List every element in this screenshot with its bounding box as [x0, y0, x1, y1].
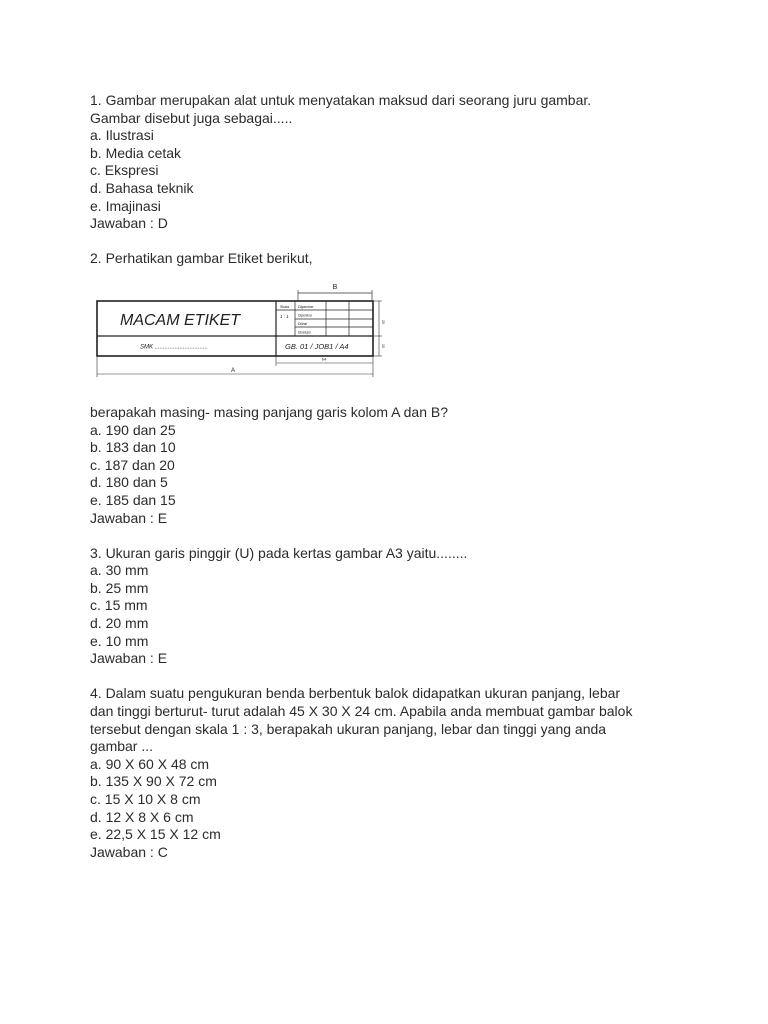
- question-text: Gambar disebut juga sebagai.....: [90, 109, 293, 126]
- question-text: gambar ...: [90, 738, 154, 755]
- cell-label: Dilihat: [298, 321, 308, 326]
- option-e: e. Imajinasi: [90, 197, 161, 214]
- dim-a-label: A: [230, 367, 236, 374]
- question-text: dan tinggi berturut- turut adalah 45 X 30 X 24 cm. Apabila anda membuat gambar balok: [90, 703, 633, 720]
- option-b: b. 135 X 90 X 72 cm: [90, 773, 217, 790]
- question-4: [90, 685, 690, 861]
- option-e: e. 22,5 X 15 X 12 cm: [90, 826, 221, 843]
- question-text: 2. Perhatikan gambar Etiket berikut,: [90, 250, 313, 267]
- option-b: b. Media cetak: [90, 144, 182, 161]
- question-3: [90, 545, 690, 668]
- answer: Jawaban : E: [90, 509, 168, 526]
- question-text: berapakah masing- masing panjang garis kolom A dan B?: [90, 403, 448, 420]
- option-b: b. 25 mm: [90, 579, 149, 596]
- question-text: 1. Gambar merupakan alat untuk menyatakan maksud dari seorang juru gambar.: [90, 92, 592, 108]
- question-2: [90, 250, 690, 527]
- option-d: d. 12 X 8 X 6 cm: [90, 808, 194, 825]
- question-text: 4. Dalam suatu pengukuran benda berbentuk balok didapatkan ukuran panjang, lebar: [90, 685, 621, 702]
- dim-side-top: 25: [381, 319, 385, 324]
- etiket-title: MACAM ETIKET: [120, 311, 241, 329]
- cell-label: Diperiksa: [298, 313, 312, 318]
- option-c: c. 15 mm: [90, 597, 148, 614]
- dim-b-label: B: [332, 283, 338, 291]
- etiket-drawing: [90, 278, 390, 388]
- answer: Jawaban : C: [90, 843, 168, 860]
- document-body: [90, 92, 690, 861]
- etiket-school: SMK ................................: [140, 344, 209, 351]
- option-a: a. Ilustrasi: [90, 127, 154, 144]
- option-a: a. 30 mm: [90, 562, 149, 579]
- dim-side-bottom: 15: [381, 343, 385, 348]
- option-a: a. 190 dan 25: [90, 421, 176, 438]
- option-e: e. 10 mm: [90, 632, 149, 649]
- option-c: c. 187 dan 20: [90, 456, 175, 473]
- cell-label: Digambar: [298, 304, 314, 309]
- etiket-code: GB. 01 / JOB1 / A4: [285, 341, 349, 351]
- option-a: a. 90 X 60 X 48 cm: [90, 755, 210, 772]
- question-text: 3. Ukuran garis pinggir (U) pada kertas gambar A3 yaitu........: [90, 544, 468, 561]
- dim-64-label: 64: [321, 356, 327, 362]
- option-b: b. 183 dan 10: [90, 439, 176, 456]
- question-text: tersebut dengan skala 1 : 3, berapakah ukuran panjang, lebar dan tinggi yang anda: [90, 720, 607, 737]
- option-c: c. Ekspresi: [90, 162, 159, 179]
- answer: Jawaban : E: [90, 650, 168, 667]
- etiket-figure: [90, 278, 390, 388]
- option-d: d. Bahasa teknik: [90, 179, 194, 196]
- scale-label: 1 : 1: [280, 313, 289, 319]
- question-1: [90, 92, 690, 233]
- option-c: c. 15 X 10 X 8 cm: [90, 791, 201, 807]
- option-d: d. 20 mm: [90, 615, 149, 632]
- cell-label: Skala: [280, 304, 289, 309]
- cell-label: Disetujui: [298, 330, 311, 335]
- option-e: e. 185 dan 15: [90, 491, 176, 508]
- option-d: d. 180 dan 5: [90, 474, 168, 491]
- answer: Jawaban : D: [90, 215, 168, 232]
